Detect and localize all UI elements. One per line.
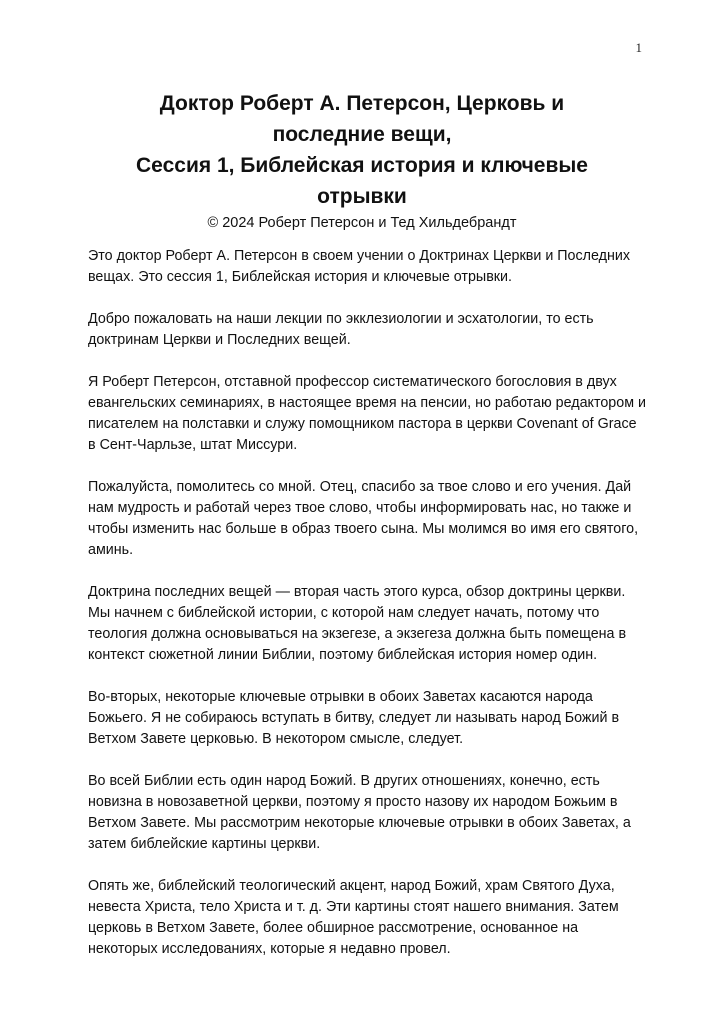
title-block [88, 88, 636, 233]
paragraph: Пожалуйста, помолитесь со мной. Отец, спасибо за твое слово и его учения. Дай нам мудрость и работай через твое слово, чтобы информировать нас, но также и чтобы изменить нас больше в образ твоего сына. Мы молимся во имя его святого, аминь. [88, 479, 639, 558]
paragraph: Во всей Библии есть один народ Божий. В других отношениях, конечно, есть новизна в новозаветной церкви, поэтому я просто назову их народом Божьим в Ветхом Завете. Мы рассмотрим некоторые ключевые отрывки в обоих Заветах, а затем библейские картины церкви. [88, 773, 631, 852]
document-title [88, 88, 636, 212]
page-number: 1 [635, 40, 642, 55]
body-text [88, 246, 648, 981]
paragraph: Добро пожаловать на наши лекции по экклезиологии и эсхатологии, то есть доктринам Церкви и Последних вещей. [88, 311, 594, 348]
paragraph: Это доктор Роберт А. Петерсон в своем учении о Доктринах Церкви и Последних вещах. Это сессия 1, Библейская история и ключевые отрывки. [88, 248, 631, 285]
paragraph: Доктрина последних вещей — вторая часть этого курса, обзор доктрины церкви. Мы начнем с библейской истории, с которой нам следует начать, потому что теология должна основываться на экзегезе, а экзегеза должна быть помещена в контекст сюжетной линии Библии, поэтому библейская история номер один. [88, 584, 627, 663]
title-line: Сессия 1, Библейская история и ключевые [136, 154, 588, 177]
title-line: последние вещи, [272, 123, 452, 146]
title-line: Доктор Роберт А. Петерсон, Церковь и [159, 92, 565, 115]
title-line: отрывки [317, 185, 407, 208]
copyright-line: © 2024 Роберт Петерсон и Тед Хильдебрандт [207, 215, 517, 231]
paragraph: Во-вторых, некоторые ключевые отрывки в обоих Заветах касаются народа Божьего. Я не собираюсь вступать в битву, следует ли называть народ Божий в Ветхом Завете церковью. В некотором смысле, следует. [88, 689, 620, 747]
paragraph: Опять же, библейский теологический акцент, народ Божий, храм Святого Духа, невеста Христа, тело Христа и т. д. Эти картины стоят нашего внимания. Затем церковь в Ветхом Завете, более обширное рассмотрение, основанное на некоторых исследованиях, которые я недавно провел. [88, 878, 619, 957]
paragraph: Я Роберт Петерсон, отставной профессор систематического богословия в двух евангельских семинариях, в настоящее время на пенсии, но работаю редактором и писателем на полставки и служу помощником пастора в церкви Covenant of Grace в Сент-Чарльзе, штат Миссури. [88, 374, 646, 453]
